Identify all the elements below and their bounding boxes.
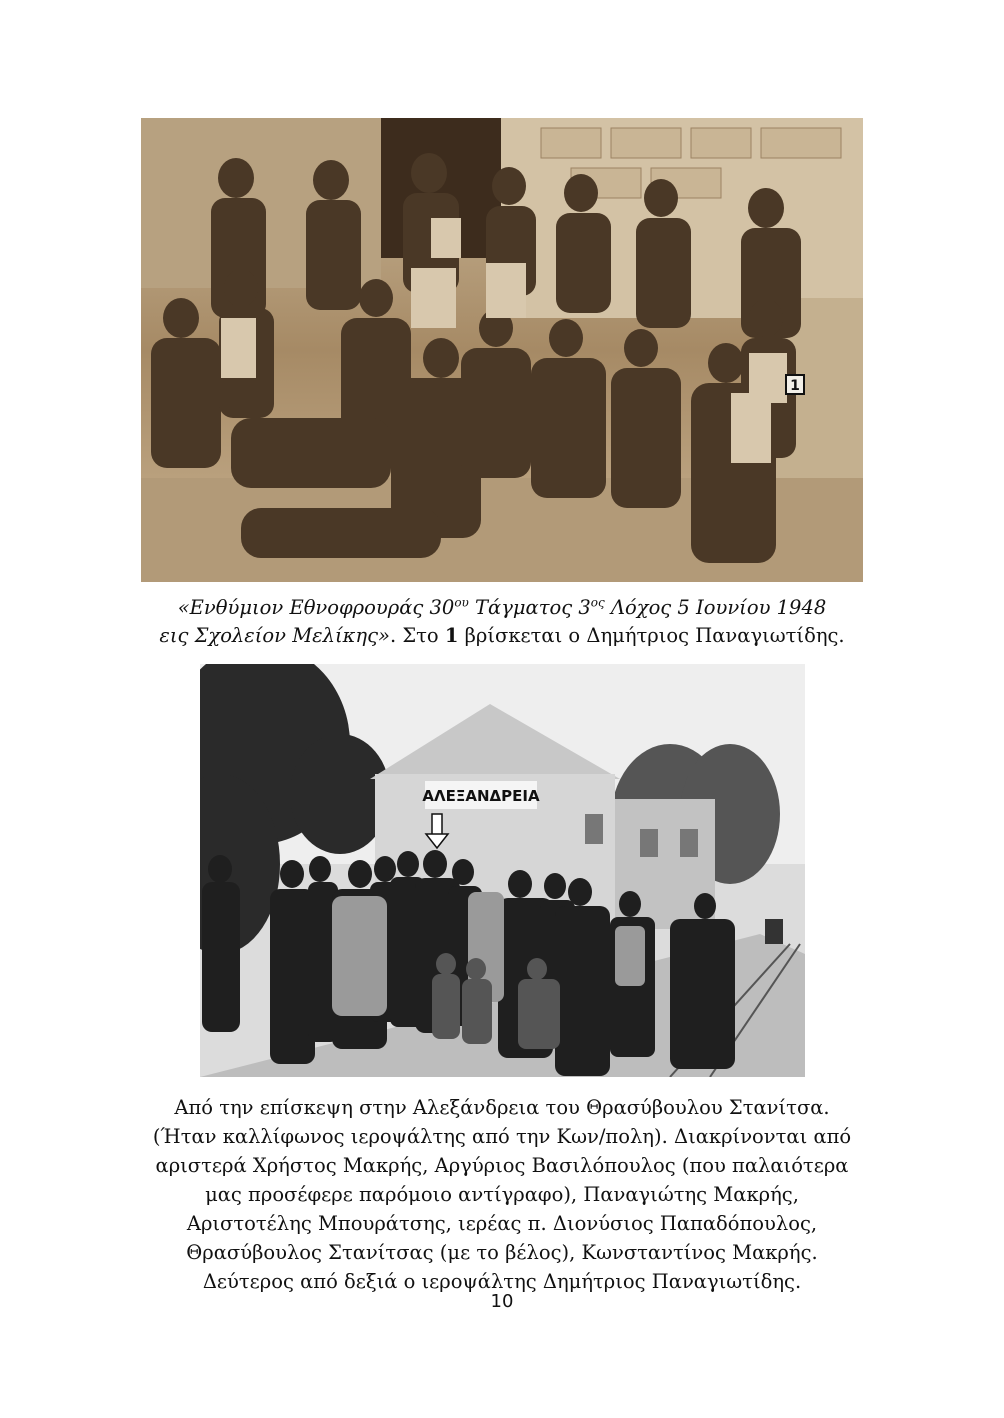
caption-line: αριστερά Χρήστος Μακρής, Αργύριος Βασιλόπουλος (που παλαιότερα <box>155 1154 849 1177</box>
group-photo-1948-image <box>141 118 863 582</box>
caption-marker: 1 <box>444 624 459 647</box>
caption-text: «Ενθύμιον Εθνοφρουράς 30 <box>177 596 455 619</box>
caption-text: . Στο <box>389 624 445 647</box>
caption-line: Από την επίσκεψη στην Αλεξάνδρεια του Θρασύβουλου Στανίτσα. <box>174 1096 830 1119</box>
caption-title-end: εις Σχολείον Μελίκης» <box>159 624 390 647</box>
caption-text: Λόχος 5 Ιουνίου 1948 <box>604 596 827 619</box>
station-photo-image <box>200 664 805 1077</box>
photo-caption-station <box>100 1093 904 1296</box>
photo-marker-1: 1 <box>790 378 800 394</box>
caption-line: (Ήταν καλλίφωνος ιεροψάλτης από την Κων/πολη). Διακρίνονται από <box>152 1125 852 1148</box>
caption-line: Αριστοτέλης Μπουράτσης, ιερέας π. Διονύσιος Παπαδόπουλος, <box>186 1212 818 1235</box>
page-number: 10 <box>490 1291 514 1312</box>
caption-line: Θρασύβουλος Στανίτσας (με το βέλος), Κωνσταντίνος Μακρής. <box>186 1241 818 1264</box>
caption-superscript: ος <box>590 595 605 610</box>
group-photo-1948 <box>141 118 863 582</box>
caption-title <box>178 596 827 619</box>
station-sign: ΑΛΕΞΑΝΔΡΕΙΑ <box>422 787 540 805</box>
station-photo <box>200 664 805 1077</box>
caption-text: βρίσκεται ο Δημήτριος Παναγιωτίδης. <box>458 624 845 647</box>
photo-caption-1948 <box>100 594 904 650</box>
caption-text: Τάγματος 3 <box>468 596 591 619</box>
caption-superscript: ου <box>454 595 469 610</box>
caption-line: μας προσέφερε παρόμοιο αντίγραφο), Παναγιώτης Μακρής, <box>205 1183 799 1206</box>
caption-line: Δεύτερος από δεξιά ο ιεροψάλτης Δημήτριος Παναγιωτίδης. <box>202 1270 802 1293</box>
